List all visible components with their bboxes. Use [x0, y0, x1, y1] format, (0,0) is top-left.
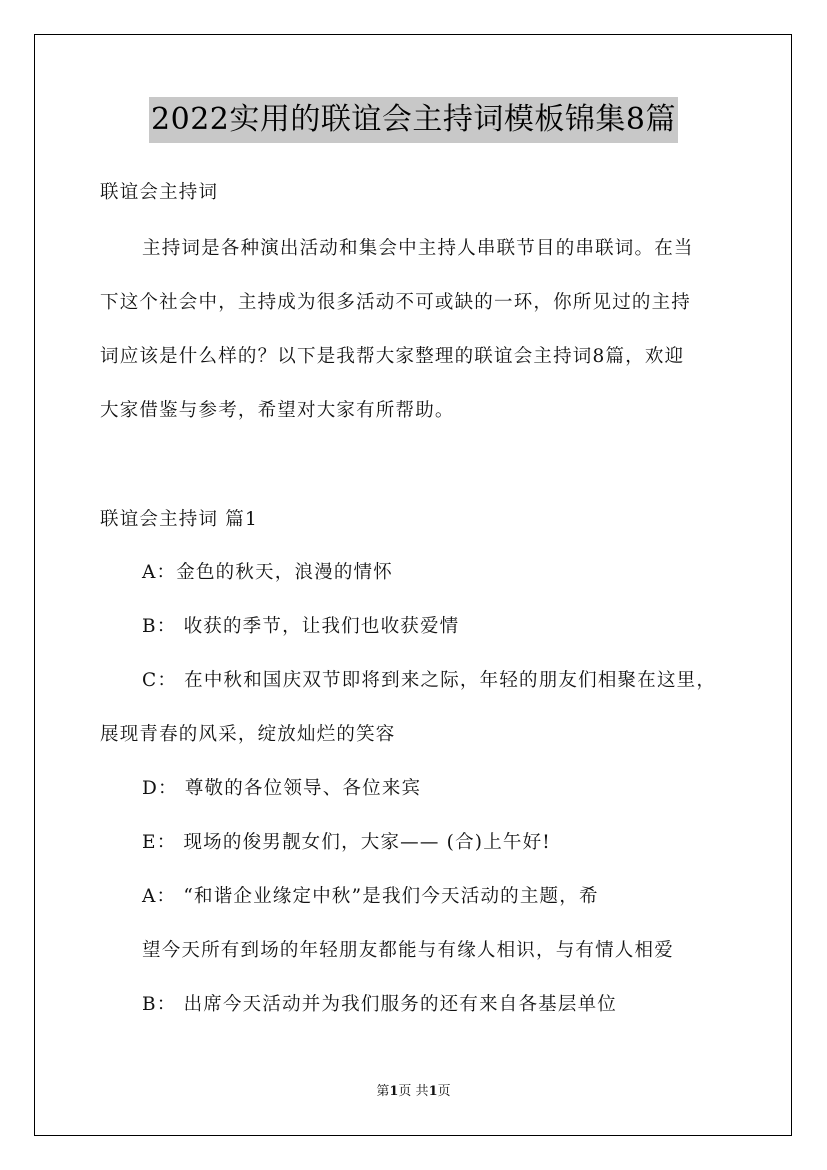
dialogue-line: B： 收获的季节，让我们也收获爱情	[142, 616, 460, 637]
title-container	[0, 97, 827, 143]
dialogue-line: 望今天所有到场的年轻朋友都能与有缘人相识，与有情人相爱	[142, 940, 674, 961]
dialogue-line: C： 在中秋和国庆双节即将到来之际，年轻的朋友们相聚在这里，	[142, 670, 717, 691]
dialogue-line: A：金色的秋天，浪漫的情怀	[142, 562, 393, 583]
dialogue-line: B： 出席今天活动并为我们服务的还有来自各基层单位	[142, 994, 617, 1015]
intro-line: 主持词是各种演出活动和集会中主持人串联节目的串联词。在当	[142, 238, 694, 259]
intro-line: 词应该是什么样的？以下是我帮大家整理的联谊会主持词8篇，欢迎	[100, 346, 685, 367]
footer-mid: 页 共	[398, 1084, 429, 1099]
page-footer	[0, 1083, 827, 1101]
footer-suffix: 页	[437, 1084, 451, 1099]
footer-page-current: 1	[389, 1084, 399, 1099]
dialogue-line: D： 尊敬的各位领导、各位来宾	[142, 778, 422, 799]
intro-line: 大家借鉴与参考，希望对大家有所帮助。	[100, 400, 455, 421]
dialogue-line: 展现青春的风采，绽放灿烂的笑容	[100, 724, 396, 745]
dialogue-line: A： “和谐企业缘定中秋”是我们今天活动的主题，希	[142, 886, 599, 907]
footer-page-total: 1	[428, 1084, 438, 1099]
footer-prefix: 第	[376, 1084, 390, 1099]
dialogue-line: E： 现场的俊男靓女们，大家—— (合)上午好!	[142, 832, 551, 853]
section-heading: 联谊会主持词 篇1	[100, 509, 258, 530]
document-title: 2022实用的联谊会主持词模板锦集8篇	[149, 97, 678, 143]
intro-line: 下这个社会中，主持成为很多活动不可或缺的一环，你所见过的主持	[100, 292, 692, 313]
document-subtitle: 联谊会主持词	[100, 182, 219, 203]
